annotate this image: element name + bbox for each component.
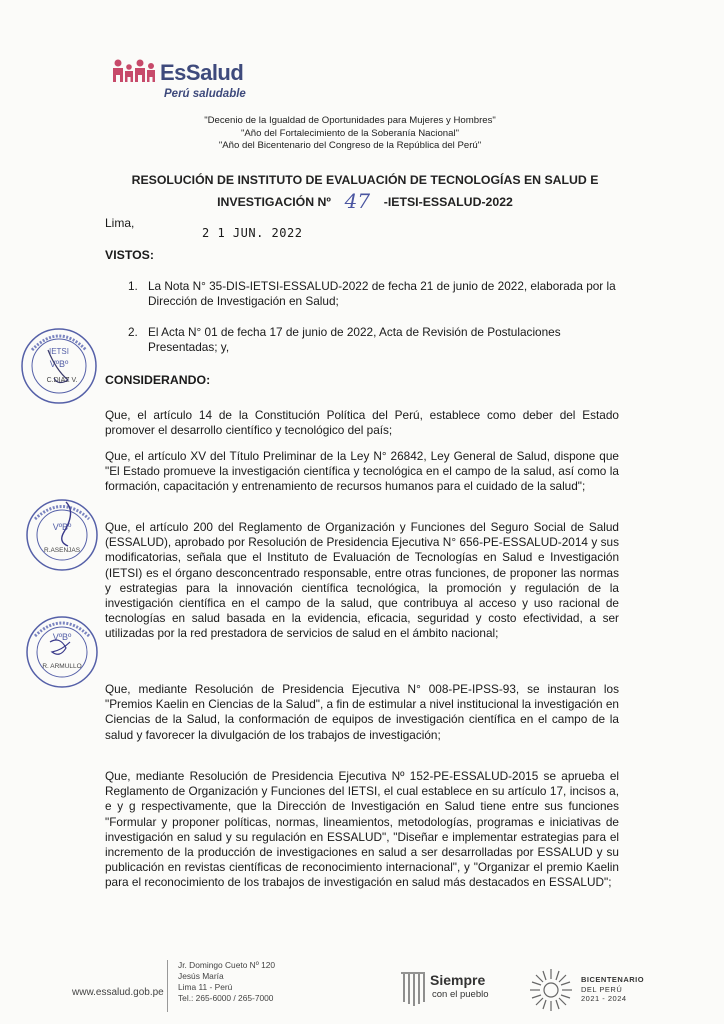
motto-line: "Año del Fortalecimiento de la Soberanía Nacional" [240, 127, 459, 139]
bic-line: DEL PERÚ [581, 984, 623, 994]
footer-address [167, 960, 275, 1012]
motto-line: "Decenio de la Igualdad de Oportunidades para Mujeres y Hombres" [204, 115, 496, 126]
logo-tagline: Perú saludable [164, 88, 246, 100]
essalud-logo [110, 56, 270, 108]
resolution-title [100, 170, 630, 213]
approval-stamp-3 [22, 610, 102, 694]
stamp-mid: VºBº [52, 632, 72, 642]
vistos-heading: VISTOS: [105, 248, 154, 262]
item-text: La Nota N° 35-DIS-IETSI-ESSALUD-2022 de fecha 21 de junio de 2022, elaborada por la Dirección de Investigación en Salud; [148, 279, 616, 308]
considerando-paragraph: Que, el artículo 200 del Reglamento de Organización y Funciones del Seguro Social de Salud (ESSALUD), aprobado por Resolución de Presidencia Ejecutiva N° 656-PE-ESSALUD-2014 y sus modificatorias, señala que el Instituto de Evaluación de Tecnologías en Salud e Investigación (IETSI) es el órgano desconcentrado responsable, entre otras funciones, de proponer las normas y estrategias para la innovación científica tecnológica, la promoción y regulación de la investigación científica en el campo de la salud, que contribuya al acceso y uso racional de tecnologías en salud basada en la evidencia, eficacia, seguridad y costo efectividad, a ser utilizadas por la red prestadora de servicios de salud en el ámbito nacional; [105, 520, 619, 641]
bicentenario-text [581, 975, 644, 1004]
address-line: Jesús María [178, 971, 224, 981]
considerando-paragraph: Que, el artículo XV del Título Preliminar de la Ley N° 26842, Ley General de Salud, dispone que "El Estado promueve la investigación científica y tecnológica en el campo de la salud, así como la formación, capacitación y entrenamiento de recursos humanos para el cuidado de la salud"; [105, 449, 619, 494]
item-number: 1. [128, 279, 138, 293]
approval-stamp-2 [22, 494, 102, 576]
address-line: Lima 11 - Perú [178, 982, 233, 992]
bic-line: BICENTENARIO [581, 975, 645, 984]
address-line: Tel.: 265-6000 / 265-7000 [178, 993, 274, 1003]
considerando-heading: CONSIDERANDO: [105, 373, 211, 387]
considerando-paragraph: Que, el artículo 14 de la Constitución Política del Perú, establece como deber del Estado promover el desarrollo científico y tecnológico del país; [105, 408, 619, 438]
bic-line: 2021 - 2024 [581, 994, 627, 1003]
footer-website: www.essalud.gob.pe [72, 987, 164, 998]
siempre-emblem-icon [398, 968, 428, 1008]
year-mottos [150, 115, 550, 153]
title-line-1: RESOLUCIÓN DE INSTITUTO DE EVALUACIÓN DE TECNOLOGÍAS EN SALUD E [131, 173, 599, 187]
stamp-bottom: C.DIAZ V. [46, 377, 78, 384]
logo-name: EsSalud [160, 60, 244, 85]
date-stamp: 2 1 JUN. 2022 [202, 226, 303, 240]
address-line: Jr. Domingo Cueto Nº 120 [178, 960, 276, 970]
stamp-mid: VºBº [52, 522, 72, 532]
siempre-title: Siempre [430, 972, 486, 988]
considerando-paragraph: Que, mediante Resolución de Presidencia Ejecutiva Nº 152-PE-ESSALUD-2015 se aprueba el Reglamento de Organización y Funciones del IETSI, el cual establece en su artículo 17, incisos a, e y g respectivamente, que la Dirección de Investigación en Salud tiene entre sus funciones "Formular y proponer políticas, normas, lineamientos, metodologías, programas e iniciativas de investigación en salud y su regulación en ESSALUD", "Diseñar e implementar estrategias para el incremento de la producción de investigaciones en salud a ser desarrolladas por ESSALUD y su publicación en revistas científicas de reconocimiento internacional", y "Organizar el premio Kaelin para el reconocimiento de los trabajos de investigación en salud más destacados en ESSALUD"; [105, 769, 619, 890]
family-logo-icon [110, 58, 158, 88]
stamp-bottom: R.ASENJAS [43, 547, 81, 554]
place: Lima, [105, 216, 135, 230]
siempre-subtitle: con el pueblo [432, 989, 489, 1000]
item-number: 2. [128, 325, 138, 339]
stamp-bottom: R. ARMULLO [42, 663, 82, 670]
approval-stamp-1 [18, 320, 100, 412]
title-line-2 [100, 191, 630, 213]
motto-line: "Año del Bicentenario del Congreso de la República del Perú" [218, 140, 482, 152]
stamp-mid: VºBº [49, 359, 69, 369]
bicentenario-emblem-icon [528, 967, 574, 1013]
title-prefix: INVESTIGACIÓN Nº [217, 195, 331, 209]
stamp-top: IETSI [48, 347, 70, 356]
resolution-number: 47 [344, 189, 371, 213]
considerando-paragraph: Que, mediante Resolución de Presidencia Ejecutiva N° 008-PE-IPSS-93, se instauran los "Premios Kaelin en Ciencias de la Salud", a fin de estimular a nivel institucional la investigación en Ciencias de la Salud, la conformación de equipos de investigación científica en el campo de la salud y favorecer la divulgación de los trabajos de investigación; [105, 682, 619, 742]
title-suffix: -IETSI-ESSALUD-2022 [383, 195, 513, 209]
item-text: El Acta N° 01 de fecha 17 de junio de 2022, Acta de Revisión de Postulaciones Presentadas; y, [148, 325, 561, 354]
